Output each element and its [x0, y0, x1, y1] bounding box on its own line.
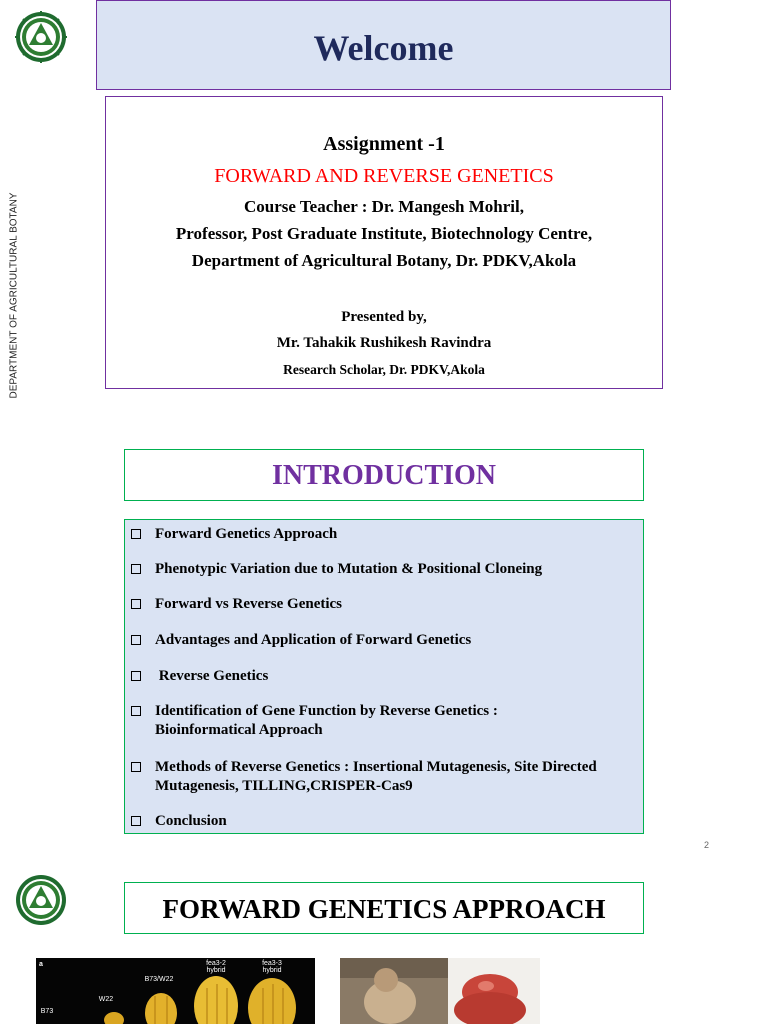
corn-label-b73: B73: [40, 1008, 54, 1015]
checkbox-bullet-icon: [131, 816, 141, 826]
university-emblem-icon: [15, 874, 67, 926]
checkbox-bullet-icon: [131, 671, 141, 681]
forward-genetics-title-box: [124, 882, 644, 934]
maize-ears-photo: [36, 958, 315, 1024]
list-item: Conclusion: [131, 812, 637, 831]
corn-label-b73w22: B73/W22: [144, 976, 174, 983]
department-side-text: DEPARTMENT OF AGRICULTURAL BOTANY: [8, 192, 20, 398]
mutant-phenotype-drawing: [340, 958, 540, 1024]
list-item: Advantages and Application of Forward Genetics: [131, 631, 637, 650]
teacher-designation: Professor, Post Graduate Institute, Biotechnology Centre,: [175, 224, 593, 243]
welcome-title: Welcome: [313, 28, 454, 68]
presented-by-label: Presented by,: [341, 309, 427, 325]
forward-genetics-title: FORWARD GENETICS APPROACH: [162, 893, 606, 924]
list-item: Methods of Reverse Genetics : Insertional Mutagenesis, Site Directed Mutagenesis, TILLING,CRISPER-Cas9: [131, 758, 637, 796]
corn-label-fea3-2: fea3-2 hybrid: [206, 960, 226, 974]
assignment-heading: Assignment -1: [323, 133, 445, 155]
checkbox-bullet-icon: [131, 564, 141, 574]
page-number: 2: [704, 840, 710, 850]
department-side-label: [2, 180, 26, 410]
checkbox-bullet-icon: [131, 762, 141, 772]
checkbox-bullet-icon: [131, 599, 141, 609]
university-emblem-icon: [15, 11, 67, 63]
checkbox-bullet-icon: [131, 635, 141, 645]
presenter-name: Mr. Tahakik Rushikesh Ravindra: [276, 335, 492, 351]
list-item: Forward Genetics Approach: [131, 525, 637, 544]
welcome-banner: [96, 0, 671, 90]
list-item: Reverse Genetics: [131, 667, 637, 686]
presenter-role: Research Scholar, Dr. PDKV,Akola: [283, 362, 485, 377]
introduction-title: INTRODUCTION: [271, 460, 497, 491]
mutant-phenotype-photos: [340, 958, 540, 1024]
checkbox-bullet-icon: [131, 706, 141, 716]
teacher-department: Department of Agricultural Botany, Dr. PDKV,Akola: [191, 251, 577, 270]
list-item: Forward vs Reverse Genetics: [131, 595, 637, 614]
assignment-info-box: [105, 96, 663, 389]
introduction-title-box: [124, 449, 644, 501]
corn-label-fea3-3: fea3-3 hybrid: [262, 960, 282, 974]
panel-label: a: [39, 961, 43, 968]
presentation-title: FORWARD AND REVERSE GENETICS: [214, 165, 554, 187]
checkbox-bullet-icon: [131, 529, 141, 539]
introduction-list: [124, 519, 644, 834]
course-teacher: Course Teacher : Dr. Mangesh Mohril,: [243, 197, 525, 216]
maize-ears-drawing: [36, 958, 315, 1024]
list-item: Identification of Gene Function by Reverse Genetics : Bioinformatical Approach: [131, 702, 637, 740]
list-item: Phenotypic Variation due to Mutation & Positional Cloneing: [131, 560, 637, 579]
corn-label-w22: W22: [98, 996, 114, 1003]
